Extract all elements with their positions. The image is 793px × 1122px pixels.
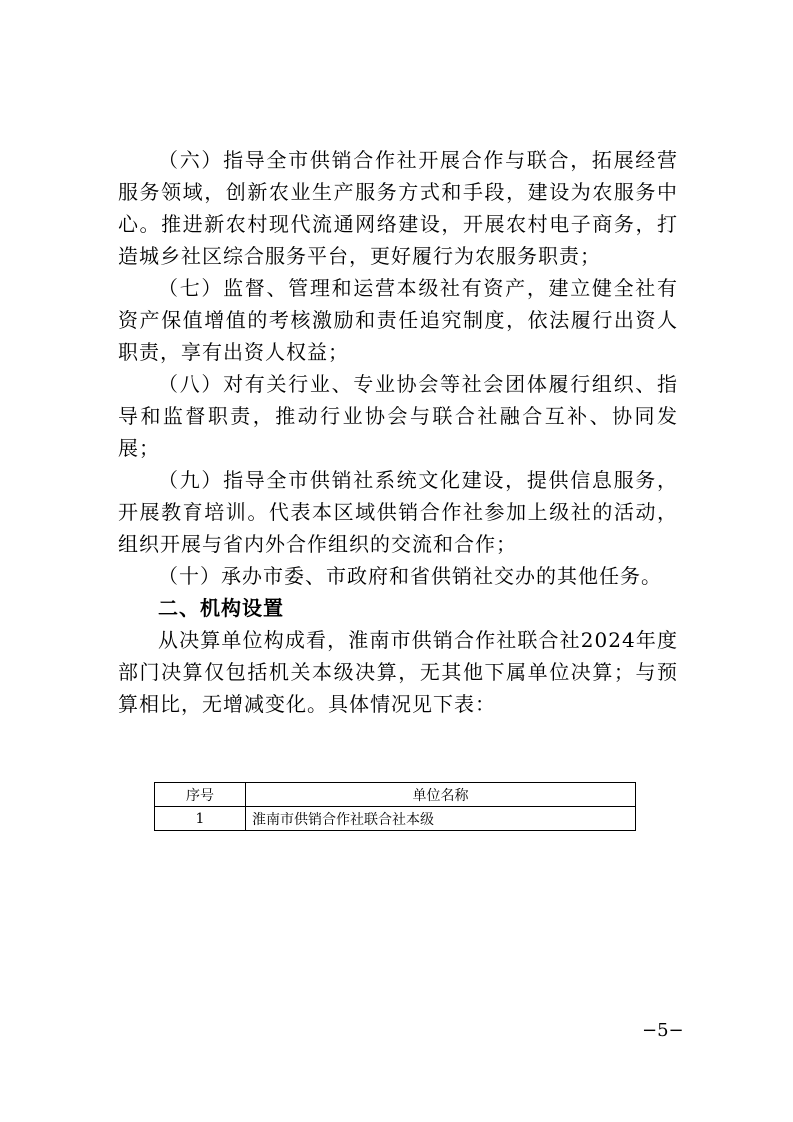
document-body (118, 144, 678, 720)
paragraph-9: （九）指导全市供销社系统文化建设，提供信息服务，开展教育培训。代表本区域供销合作社参加上级社的活动，组织开展与省内外合作组织的交流和合作； (118, 468, 678, 556)
paragraph-8: （八）对有关行业、专业协会等社会团体履行组织、指导和监督职责，推动行业协会与联合社融合互补、协同发展； (118, 372, 678, 460)
section-paragraph: 从决算单位构成看，淮南市供销合作社联合社2024年度部门决算仅包括机关本级决算，无其他下属单位决算；与预算相比，无增减变化。具体情况见下表： (118, 628, 678, 716)
table-row (155, 807, 636, 831)
paragraph-6: （六）指导全市供销合作社开展合作与联合，拓展经营服务领域，创新农业生产服务方式和手段，建设为农服务中心。推进新农村现代流通网络建设，开展农村电子商务，打造城乡社区综合服务平台，更好履行为农服务职责； (118, 148, 678, 268)
unit-table (154, 782, 636, 831)
paragraph-7: （七）监督、管理和运营本级社有资产，建立健全社有资产保值增值的考核激励和责任追究制度，依法履行出资人职责，享有出资人权益； (118, 276, 678, 364)
header-index: 序号 (155, 783, 246, 807)
table-header-row (155, 783, 636, 807)
header-name: 单位名称 (246, 783, 636, 807)
paragraph-10: （十）承办市委、市政府和省供销社交办的其他任务。 (158, 564, 662, 588)
section-heading: 二、机构设置 (158, 596, 284, 620)
cell-index: 1 (155, 807, 246, 831)
cell-unit-name: 淮南市供销合作社联合社本级 (246, 807, 636, 831)
page-number: −5− (642, 1020, 684, 1041)
